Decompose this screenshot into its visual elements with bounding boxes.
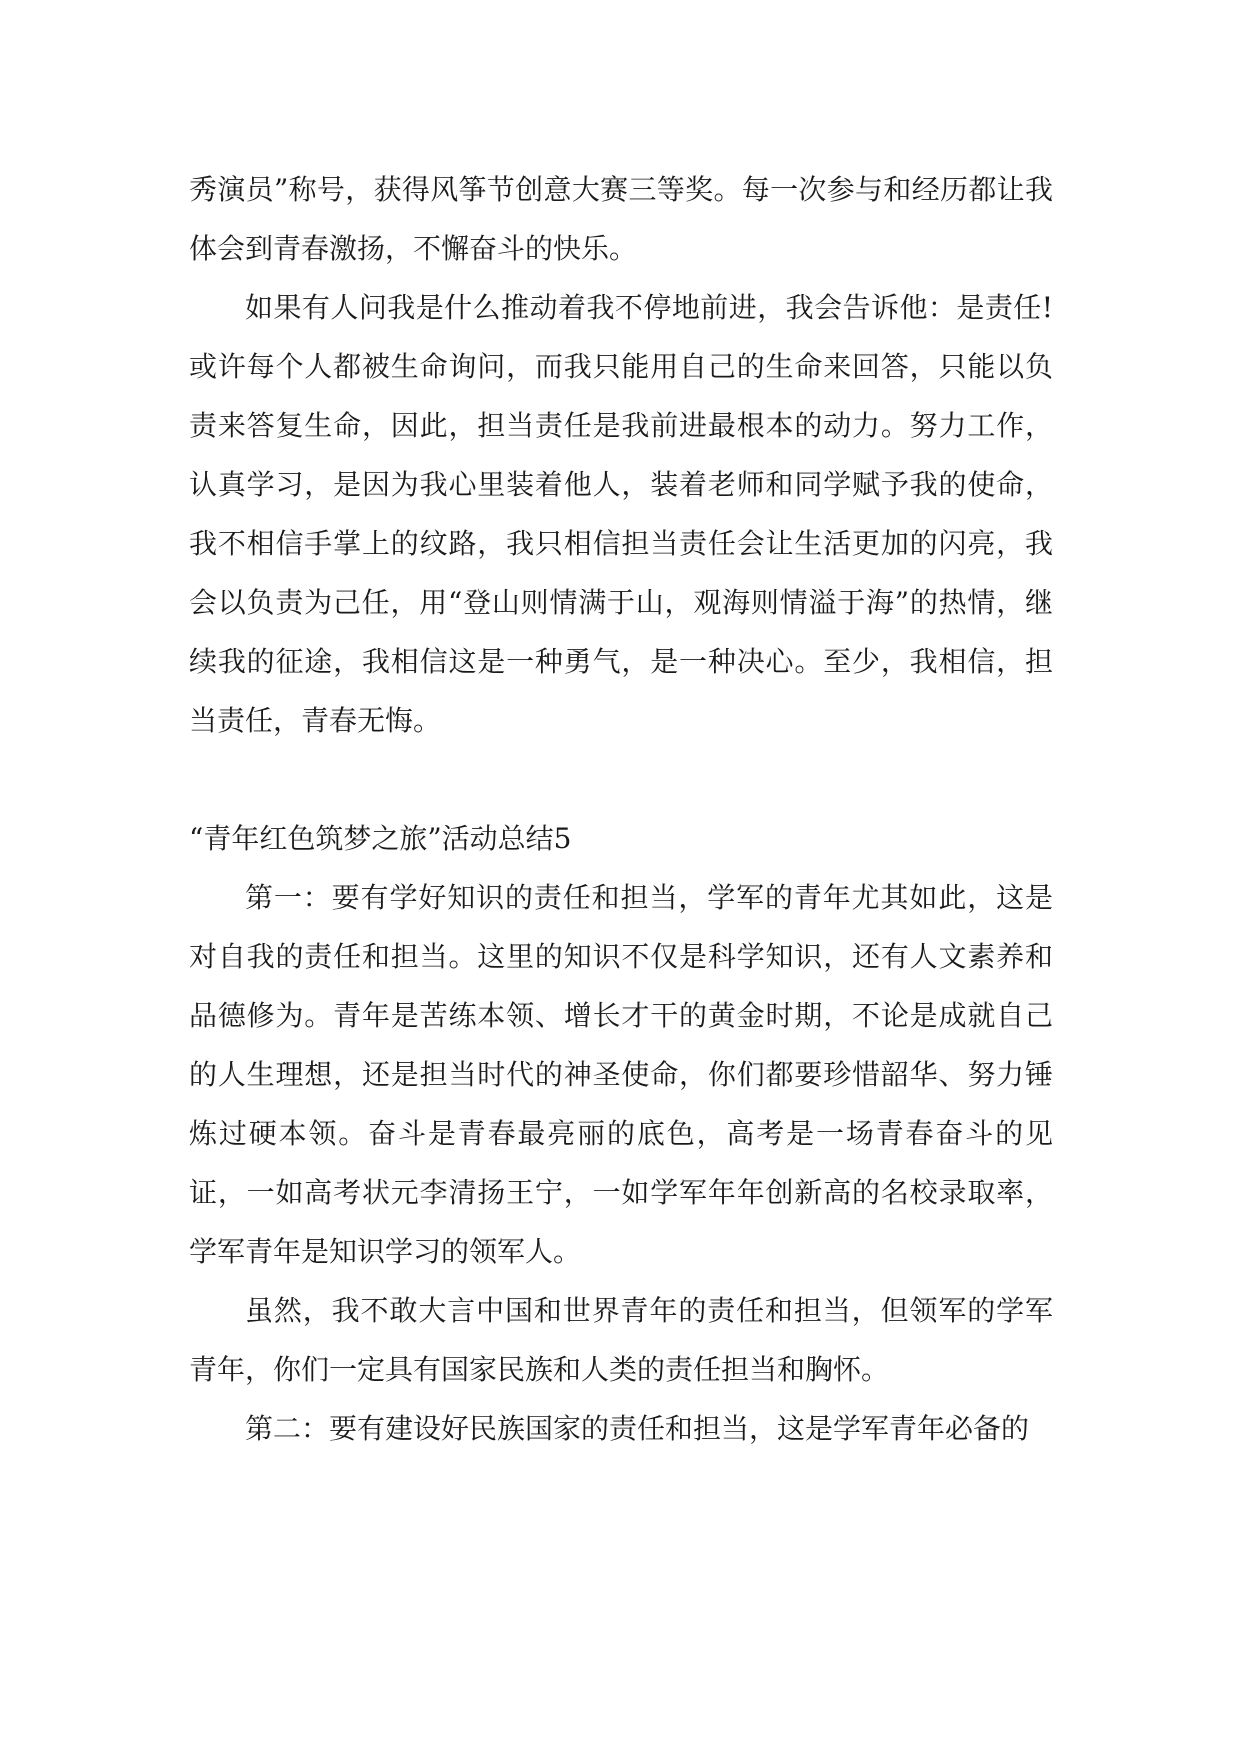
paragraph-second-point: 第二：要有建设好民族国家的责任和担当，这是学军青年必备的 <box>245 1412 1030 1445</box>
paragraph-leading-youth: 虽然，我不敢大言中国和世界青年的责任和担当，但领军的学军青年，你们一定具有国家民族和人类的责任担当和胸怀。 <box>189 1294 1053 1386</box>
document-body <box>189 160 1053 1458</box>
paragraph-continuation: 秀演员”称号，获得风筝节创意大赛三等奖。每一次参与和经历都让我体会到青春激扬，不懈奋斗的快乐。 <box>189 173 1053 265</box>
paragraph-responsibility: 如果有人问我是什么推动着我不停地前进，我会告诉他：是责任!或许每个人都被生命询问，而我只能用自己的生命来回答，只能以负责来答复生命，因此，担当责任是我前进最根本的动力。努力工作，认真学习，是因为我心里装着他人，装着老师和同学赋予我的使命，我不相信手掌上的纹路，我只相信担当责任会让生活更加的闪亮，我会以负责为己任，用“登山则情满于山，观海则情溢于海”的热情，继续我的征途，我相信这是一种勇气，是一种决心。至少，我相信，担当责任，青春无悔。 <box>189 291 1053 737</box>
paragraph-first-point: 第一：要有学好知识的责任和担当，学军的青年尤其如此，这是对自我的责任和担当。这里的知识不仅是科学知识，还有人文素养和品德修为。青年是苦练本领、增长才干的黄金时期，不论是成就自己的人生理想，还是担当时代的神圣使命，你们都要珍惜韶华、努力锤炼过硬本领。奋斗是青春最亮丽的底色，高考是一场青春奋斗的见证，一如高考状元李清扬王宁，一如学军年年创新高的名校录取率，学军青年是知识学习的领军人。 <box>189 881 1053 1268</box>
section-heading: “青年红色筑梦之旅”活动总结5 <box>189 822 572 855</box>
